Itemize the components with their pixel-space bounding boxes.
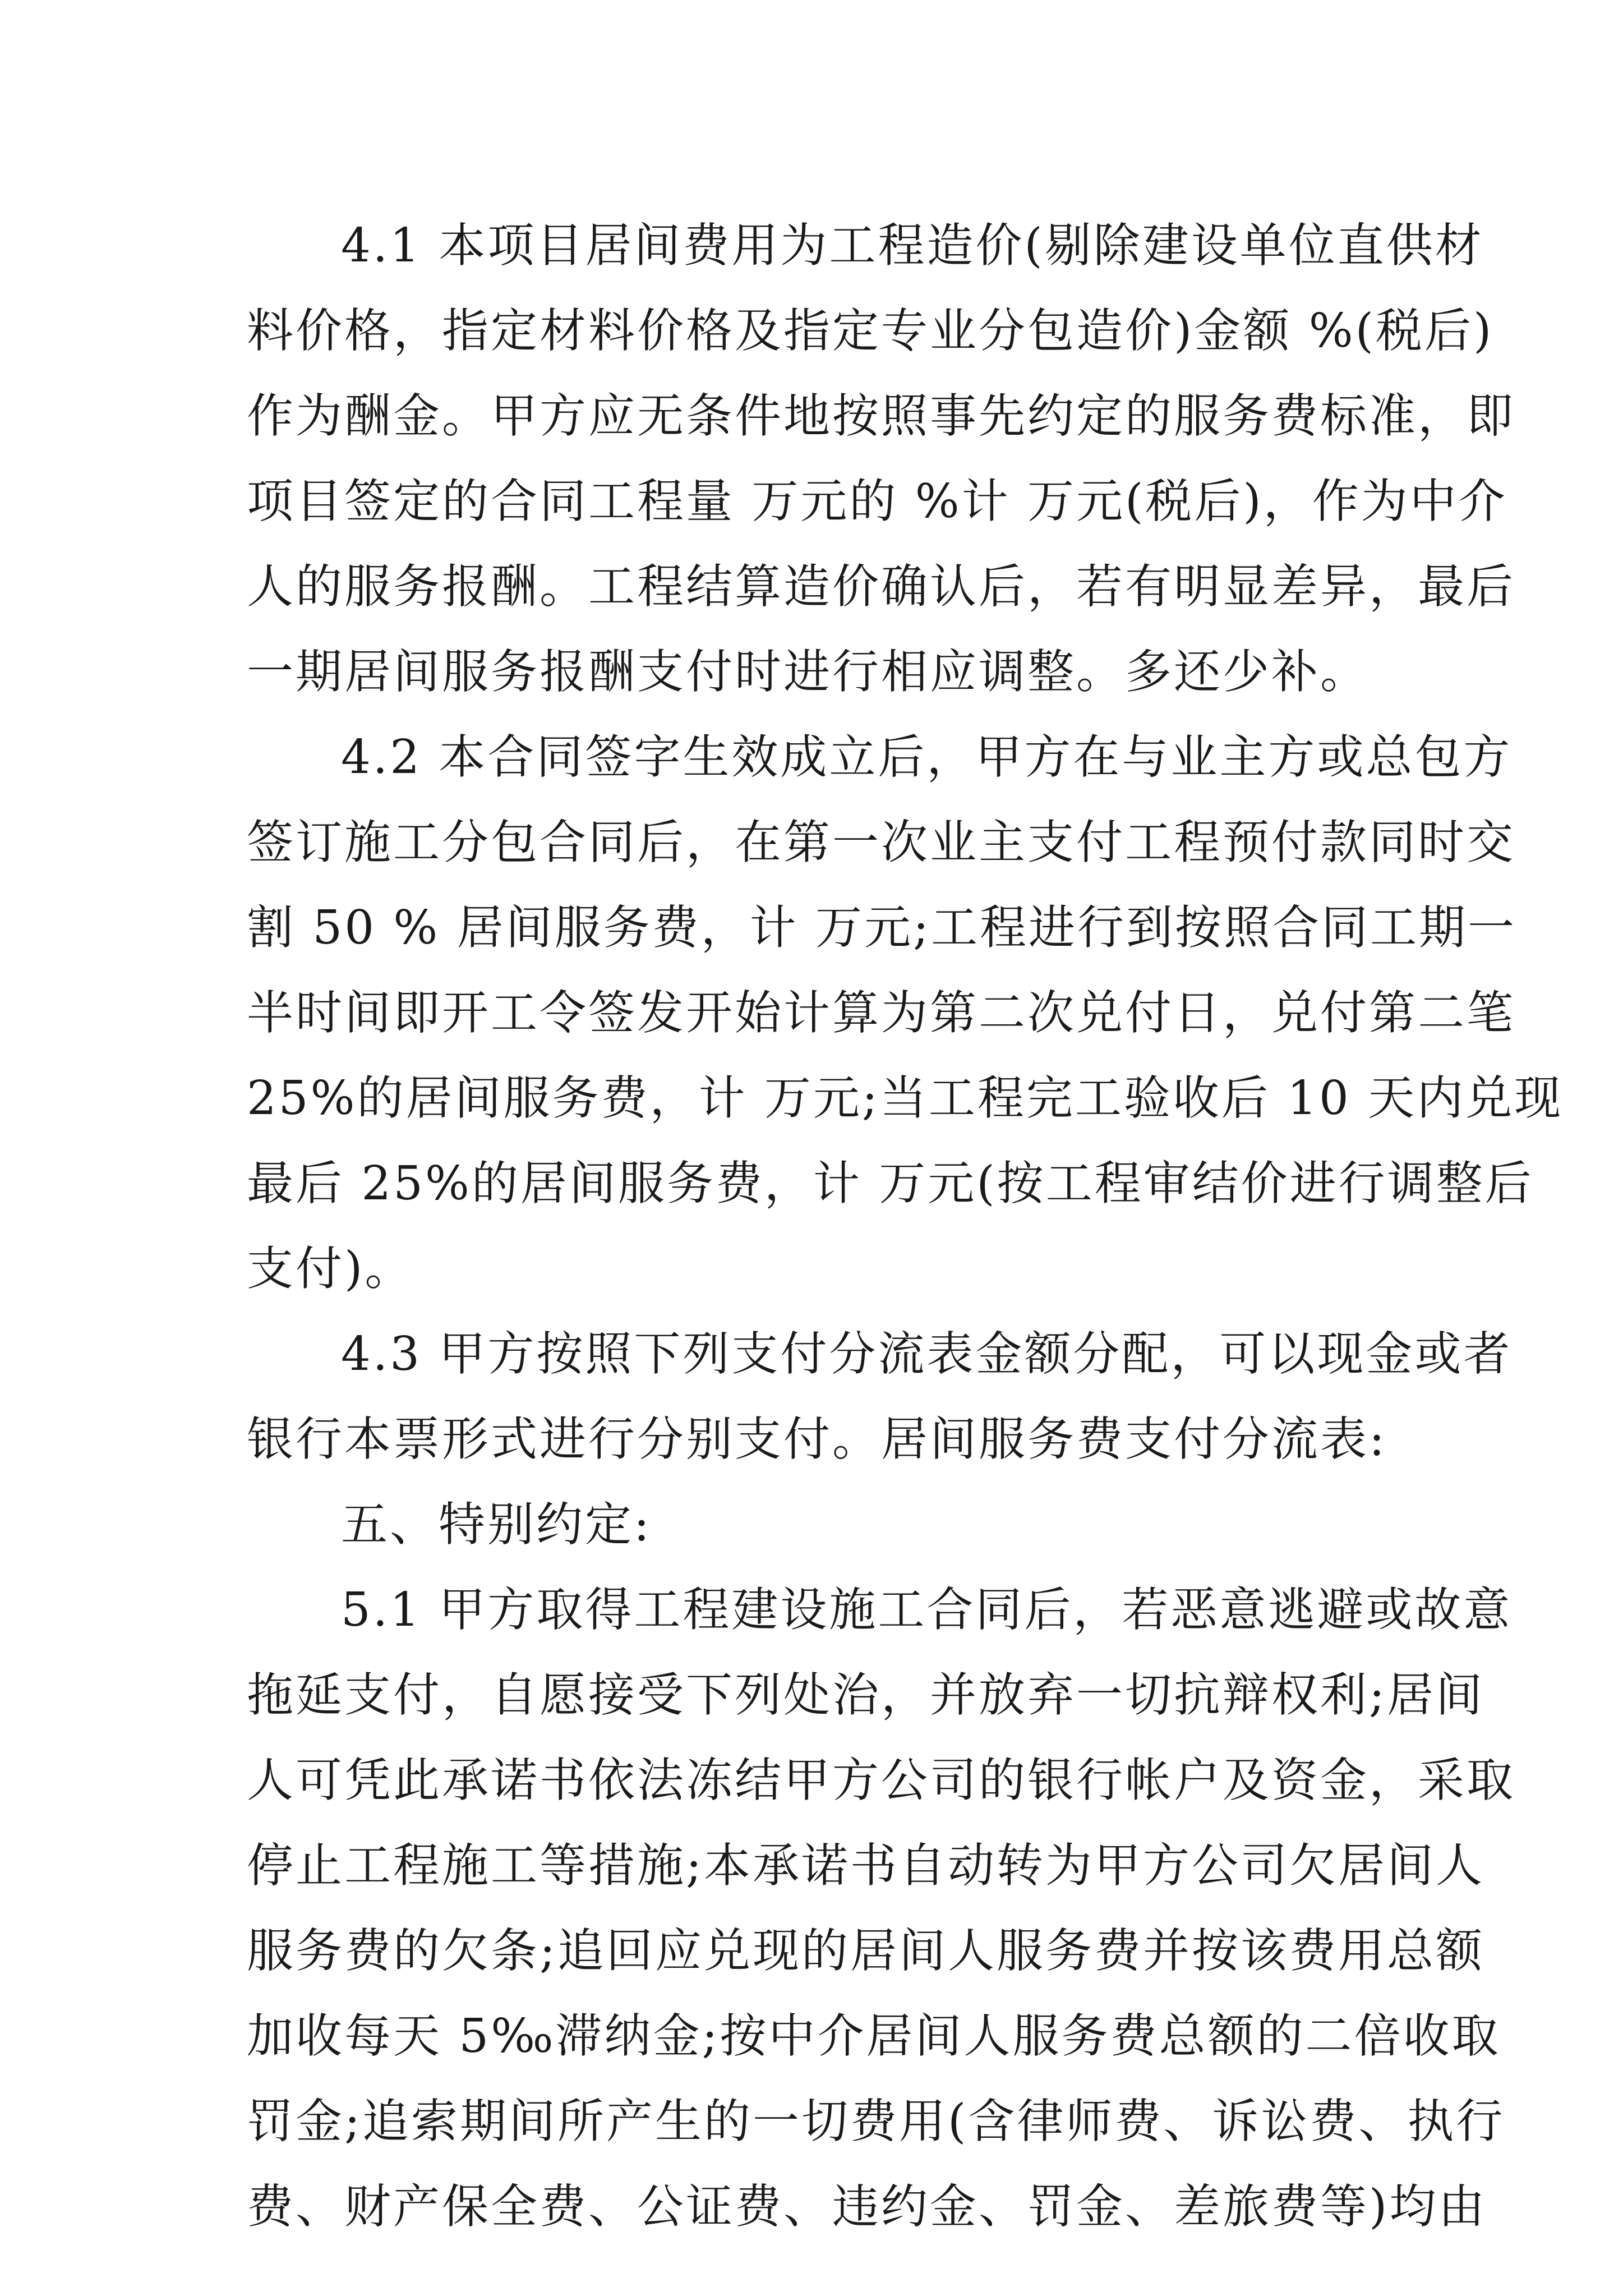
paragraph-4-2-line: 4.2 本合同签字生效成立后，甲方在与业主方或总包方 (341, 730, 1513, 784)
paragraph-4-2-line: 割 50 % 居间服务费，计 万元;工程进行到按照合同工期一 (247, 900, 1516, 955)
paragraph-4-2-line: 半时间即开工令签发开始计算为第二次兑付日，兑付第二笔 (247, 986, 1515, 1040)
paragraph-5-1-line: 5.1 甲方取得工程建设施工合同后，若恶意逃避或故意 (341, 1582, 1513, 1637)
paragraph-4-1-line: 人的服务报酬。工程结算造价确认后，若有明显差异，最后 (247, 559, 1515, 614)
paragraph-5-1-line: 费、财产保全费、公证费、违约金、罚金、差旅费等)均由 (247, 2179, 1487, 2234)
paragraph-4-1-line: 料价格，指定材料价格及指定专业分包造价)金额 %(税后) (247, 303, 1494, 358)
paragraph-5-1-line: 服务费的欠条;追回应兑现的居间人服务费并按该费用总额 (247, 1924, 1484, 1978)
paragraph-4-2-line: 最后 25%的居间服务费，计 万元(按工程审结价进行调整后 (247, 1156, 1534, 1211)
paragraph-5-1-line: 人可凭此承诺书依法冻结甲方公司的银行帐户及资金，采取 (247, 1753, 1515, 1807)
paragraph-4-2-line: 支付)。 (247, 1241, 414, 1296)
paragraph-4-2-line: 25%的居间服务费，计 万元;当工程完工验收后 10 天内兑现 (247, 1071, 1564, 1125)
paragraph-5-1-line: 拖延支付，自愿接受下列处治，并放弃一切抗辩权利;居间 (247, 1668, 1484, 1722)
paragraph-4-1-line: 一期居间服务报酬支付时进行相应调整。多还少补。 (247, 645, 1369, 699)
paragraph-5-1-line: 加收每天 5‰滞纳金;按中介居间人服务费总额的二倍收取 (247, 2009, 1501, 2063)
paragraph-4-3-line: 4.3 甲方按照下列支付分流表金额分配，可以现金或者 (341, 1327, 1513, 1381)
paragraph-4-2-line: 签订施工分包合同后，在第一次业主支付工程预付款同时交 (247, 815, 1515, 869)
paragraph-4-1-line: 4.1 本项目居间费用为工程造价(剔除建设单位直供材 (341, 218, 1484, 273)
paragraph-5-1-line: 罚金;追索期间所产生的一切费用(含律师费、诉讼费、执行 (247, 2094, 1505, 2148)
section-heading: 五、特别约定: (341, 1497, 652, 1552)
paragraph-4-1-line: 项目签定的合同工程量 万元的 %计 万元(税后)，作为中介 (247, 474, 1507, 528)
paragraph-4-3-line: 银行本票形式进行分别支付。居间服务费支付分流表: (247, 1412, 1387, 1466)
paragraph-4-1-line: 作为酬金。甲方应无条件地按照事先约定的服务费标准，即 (247, 389, 1515, 443)
document-body (247, 203, 1564, 2249)
paragraph-5-1-line: 停止工程施工等措施;本承诺书自动转为甲方公司欠居间人 (247, 1838, 1484, 1893)
